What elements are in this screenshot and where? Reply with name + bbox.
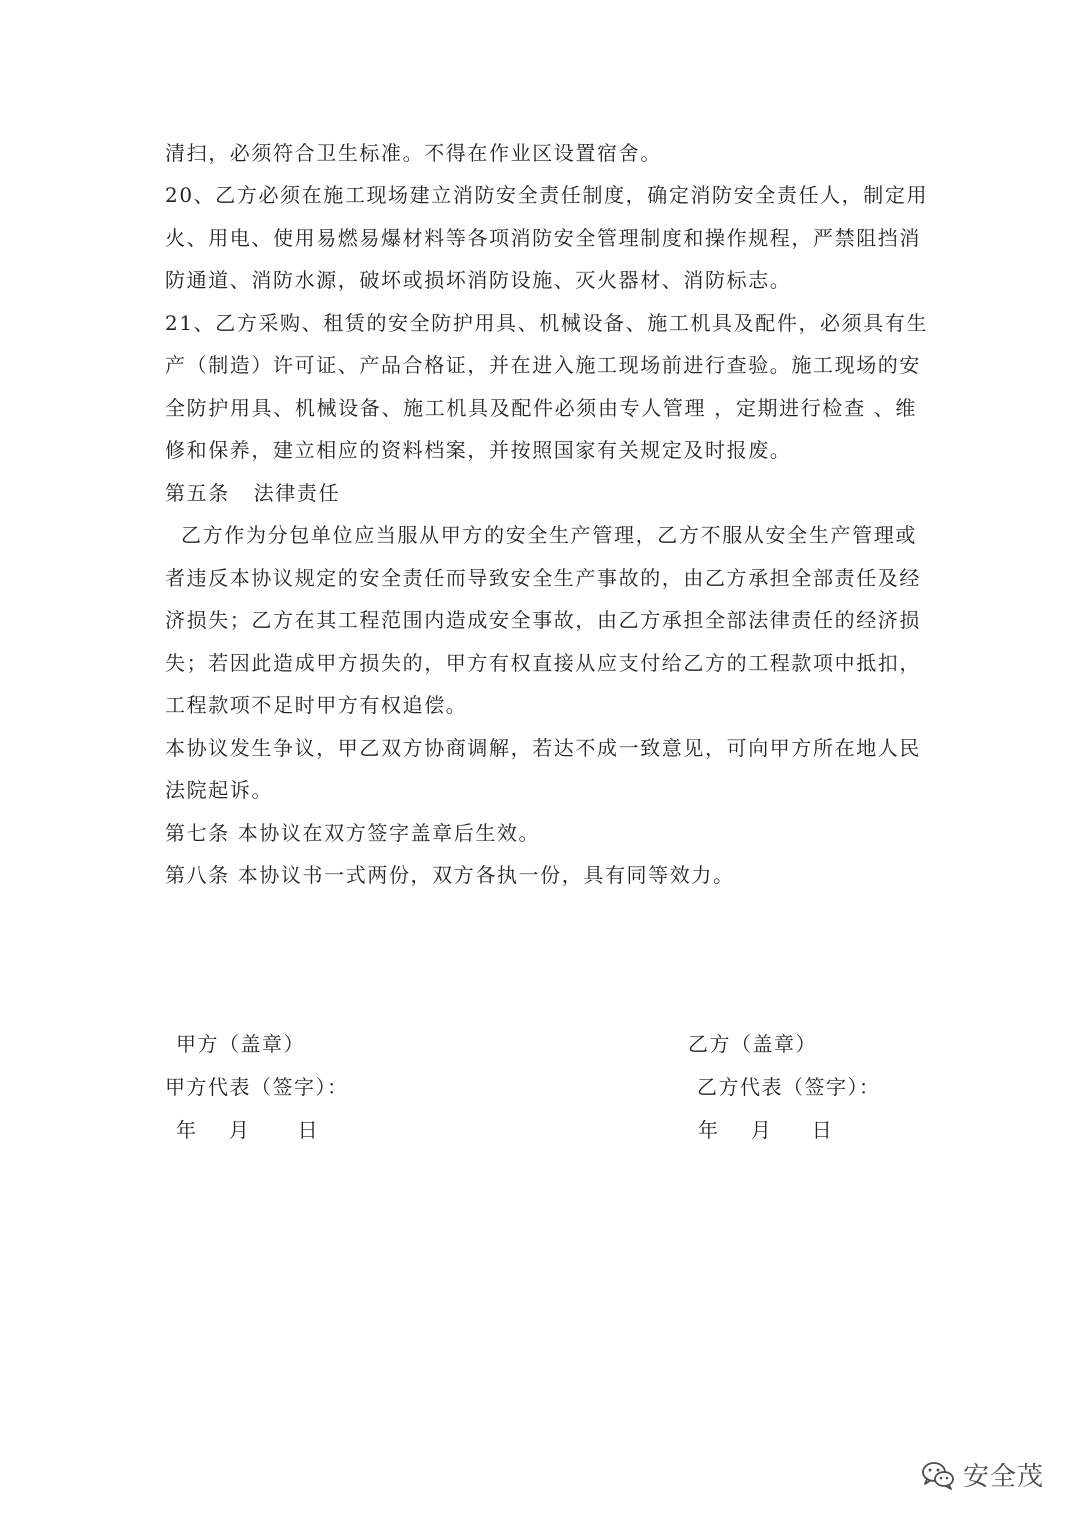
party-a-representative: 甲方代表（签字）： — [165, 1075, 349, 1099]
text-line: 工程款项不足时甲方有权追偿。 — [165, 693, 468, 717]
section-heading: 第五条 法律责任 — [165, 481, 341, 505]
party-b-seal: 乙方（盖章） — [688, 1032, 817, 1056]
text-line: 全防护用具、机械设备、施工机具及配件必须由专人管理 ，定期进行检查 、维 — [165, 396, 917, 420]
text-line: 清扫，必须符合卫生标准。不得在作业区设置宿舍。 — [165, 141, 662, 165]
party-a-seal: 甲方（盖章） — [176, 1032, 305, 1056]
watermark — [921, 1456, 1044, 1493]
text-line: 21、乙方采购、租赁的安全防护用具、机械设备、施工机具及配件，必须具有生 — [165, 311, 929, 335]
party-b-date: 年 月 日 — [698, 1118, 834, 1142]
watermark-text: 安全茂 — [962, 1462, 1044, 1492]
text-line: 产（制造）许可证、产品合格证，并在进入施工现场前进行查验。施工现场的安 — [165, 353, 921, 377]
text-line: 济损失；乙方在其工程范围内造成安全事故，由乙方承担全部法律责任的经济损 — [165, 608, 921, 632]
text-line: 第七条 本协议在双方签字盖章后生效。 — [165, 821, 541, 845]
text-line: 20、乙方必须在施工现场建立消防安全责任制度，确定消防安全责任人，制定用 — [165, 183, 929, 207]
text-line: 修和保养，建立相应的资料档案，并按照国家有关规定及时报废。 — [165, 438, 792, 462]
party-a-date: 年 月 日 — [176, 1118, 320, 1142]
party-b-representative: 乙方代表（签字）： — [697, 1075, 881, 1099]
text-line: 者违反本协议规定的安全责任而导致安全生产事故的，由乙方承担全部责任及经 — [165, 566, 921, 590]
text-line: 失；若因此造成甲方损失的，甲方有权直接从应支付给乙方的工程款项中抵扣， — [165, 651, 921, 675]
text-line: 火、用电、使用易燃易爆材料等各项消防安全管理制度和操作规程，严禁阻挡消 — [165, 226, 921, 250]
text-line: 第八条 本协议书一式两份，双方各执一份，具有同等效力。 — [165, 863, 735, 887]
text-line: 本协议发生争议，甲乙双方协商调解，若达不成一致意见，可向甲方所在地人民 — [165, 736, 921, 760]
text-line: 法院起诉。 — [165, 778, 273, 802]
text-line: 防通道、消防水源，破坏或损坏消防设施、灭火器材、消防标志。 — [165, 268, 792, 292]
wechat-icon — [921, 1460, 955, 1490]
text-line: 乙方作为分包单位应当服从甲方的安全生产管理，乙方不服从安全生产管理或 — [165, 523, 917, 547]
